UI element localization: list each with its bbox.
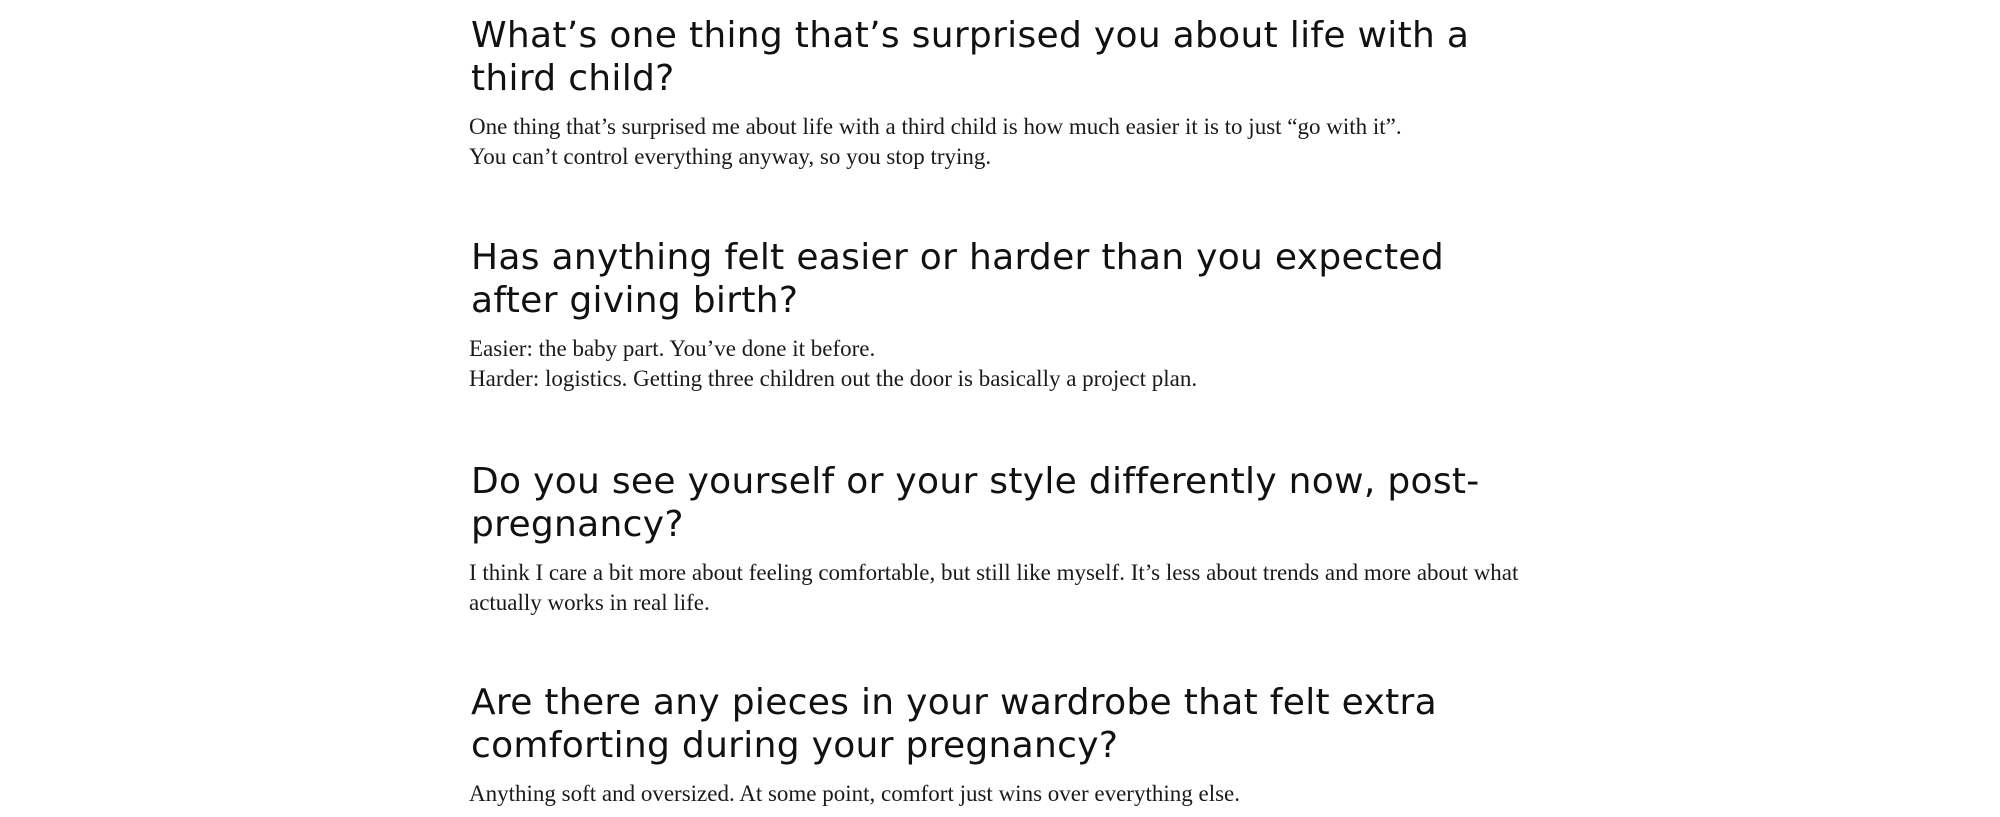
answer-line: One thing that’s surprised me about life with a third child is how much easier it is to just “go with it”. xyxy=(469,114,1402,139)
question-heading: Has anything felt easier or harder than you expected after giving birth? xyxy=(471,237,1445,321)
question-heading: Are there any pieces in your wardrobe that felt extra comforting during your pregnancy? xyxy=(471,682,1437,766)
answer-line: You can’t control everything anyway, so you stop trying. xyxy=(469,144,992,169)
answer-line: I think I care a bit more about feeling comfortable, but still like myself. It’s less about trends and more about what actually works in real life. xyxy=(469,560,1519,615)
qa-block xyxy=(469,236,1531,394)
qa-block xyxy=(469,460,1531,618)
answer-line: Anything soft and oversized. At some point, comfort just wins over everything else. xyxy=(469,781,1241,806)
answer-text xyxy=(469,112,1531,172)
answer-text xyxy=(469,558,1531,618)
answer-line: Easier: the baby part. You’ve done it before. xyxy=(469,336,876,361)
answer-line: Harder: logistics. Getting three children out the door is basically a project plan. xyxy=(469,366,1198,391)
question-heading: What’s one thing that’s surprised you about life with a third child? xyxy=(471,15,1470,99)
qa-block xyxy=(469,681,1531,809)
question-heading: Do you see yourself or your style differently now, post-pregnancy? xyxy=(471,461,1480,545)
qa-block xyxy=(469,14,1531,172)
answer-text xyxy=(469,334,1531,394)
answer-text xyxy=(469,779,1531,809)
